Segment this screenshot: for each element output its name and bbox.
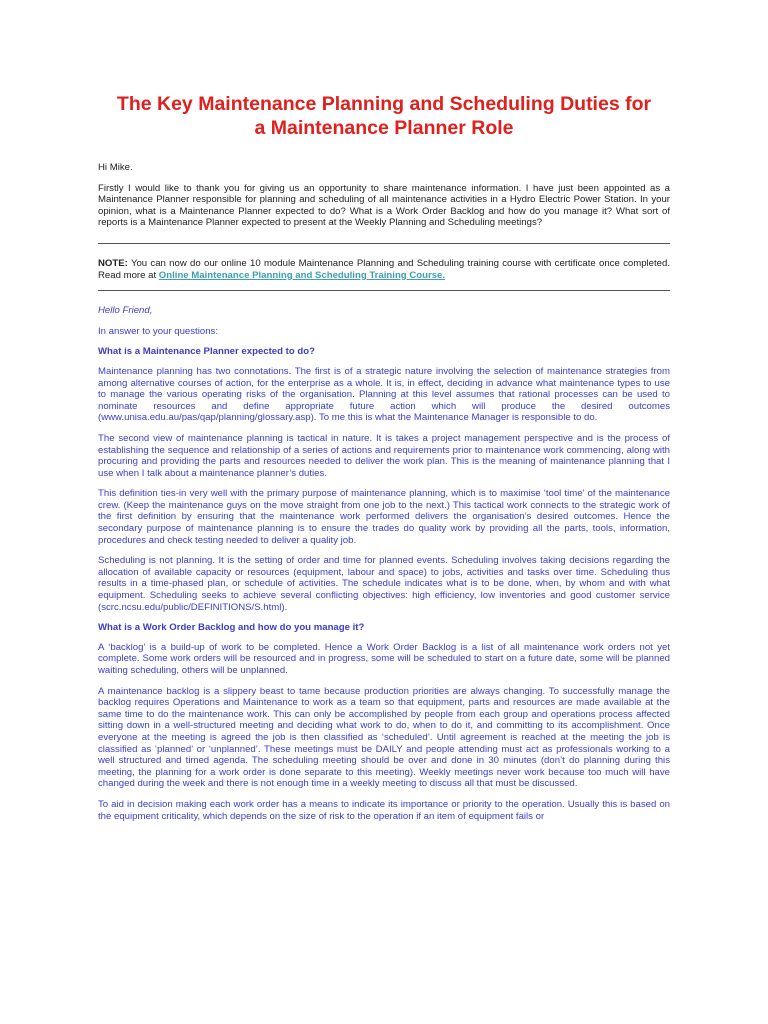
paragraph-backlog-management: A maintenance backlog is a slippery beast to tame because production priorities are always changing. To successfully manage the backlog requires Operations and Maintenance to work as a team so that equipment, parts and resources are made available at the same time to do the maintenance work. This can only be accomplished by people from each group and operations process affected sitting down in a well-structured meeting and deciding what work to do, when to do it, and committing to its accomplishment. Once everyone at the meeting is agreed the job is then classified as ‘scheduled’. Until agreement is reached at the meeting the job is classified as ‘planned’ or ‘unplanned’. These meetings must be DAILY and people attending must act as professionals working to a well structured and timed agenda. The scheduling meeting should be over and done in 30 minutes (don’t do planning during this meeting, the planning for a work order is done separate to this meeting). Weekly meetings never work because too much will have changed during the week and there is not enough time in a weekly meeting to discuss all that must be discussed. (98, 685, 670, 790)
divider-top (98, 243, 670, 244)
divider-bottom (98, 290, 670, 291)
intro-line: In answer to your questions: (98, 325, 218, 337)
note-label: NOTE: (98, 257, 128, 269)
paragraph-strategic-planning: Maintenance planning has two connotations. The first is of a strategic nature involving the selection of maintenance strategies from among alternative courses of action, for the enterprise as a whole. It is, in effect, deciding in advance what maintenance types to use to manage the various operating risks of the organisation. Planning at this level assumes that rational processes can be used to nominate resources and define appropriate future action which will produce the desired outcomes (www.unisa.edu.au/pas/qap/planning/glossary.asp). To me this is what the Maintenance Manager is responsible to do. (98, 365, 670, 424)
note-text: You can now do our online 10 module Maintenance Planning and Scheduling training course with certificate once completed. Read more at (98, 257, 670, 281)
reply-greeting: Hello Friend, (98, 305, 153, 317)
greeting: Hi Mike. (98, 162, 133, 173)
title-line-2: a Maintenance Planner Role (254, 117, 514, 139)
document-title (98, 92, 670, 140)
note-paragraph (98, 258, 670, 281)
question-paragraph: Firstly I would like to thank you for giving us an opportunity to share maintenance information. I have just been appointed as a Maintenance Planner responsible for planning and scheduling of all maintenance activities in a Hydro Electric Power Station. In your opinion, what is a Maintenance Planner expected to do? What is a Work Order Backlog and how do you manage it? What sort of reports is a Maintenance Planner expected to present at the Weekly Planning and Scheduling meetings? (98, 182, 670, 229)
online-course-link[interactable]: Online Maintenance Planning and Scheduling Training Course. (158, 269, 446, 281)
paragraph-backlog-definition: A ‘backlog’ is a build-up of work to be completed. Hence a Work Order Backlog is a list of all maintenance work orders not yet complete. Some work orders will be resourced and in progress, some will be scheduled to start on a future date, some will be planned waiting scheduling, others will be unplanned. (98, 641, 670, 676)
paragraph-priority: To aid in decision making each work order has a means to indicate its importance or priority to the operation. Usually this is based on the equipment criticality, which depends on the size of risk to the operation if an item of equipment fails or (98, 798, 670, 822)
paragraph-definition: This definition ties-in very well with the primary purpose of maintenance planning, which is to maximise ‘tool time’ of the maintenance crew. (Keep the maintenance guys on the move straight from one job to the next.) This tactical work connects to the strategic work of the first definition by ensuring that the maintenance work performed delivers the organisation’s desired outcomes. Hence the secondary purpose of maintenance planning is to ensure the trades do quality work by providing all the parts, tools, information, procedures and check testing needed to deliver a quality job. (98, 488, 670, 546)
section-heading-backlog: What is a Work Order Backlog and how do you manage it? (98, 622, 365, 634)
paragraph-scheduling: Scheduling is not planning. It is the setting of order and time for planned events. Scheduling involves taking decisions regarding the allocation of available capacity or resources (equipment, labour and space) to jobs, activities and tasks over time. Scheduling thus results in a time-phased plan, or schedule of activities. The schedule indicates what is to be done, when, by whom and with what equipment. Scheduling seeks to achieve several conflicting objectives: high efficiency, low inventories and good customer service (scrc.ncsu.edu/public/DEFINITIONS/S.html). (98, 555, 670, 613)
section-heading-planner: What is a Maintenance Planner expected to do? (98, 346, 315, 358)
paragraph-tactical-planning: The second view of maintenance planning is tactical in nature. It is takes a project management perspective and is the process of establishing the sequence and relationship of a series of actions and requirements prior to maintenance work commencing, along with procuring and providing the parts and resources needed to deliver the work plan. This is the meaning of maintenance planning that I use when I talk about a maintenance planner’s duties. (98, 432, 670, 479)
title-line-1: The Key Maintenance Planning and Scheduling Duties for (116, 93, 652, 115)
